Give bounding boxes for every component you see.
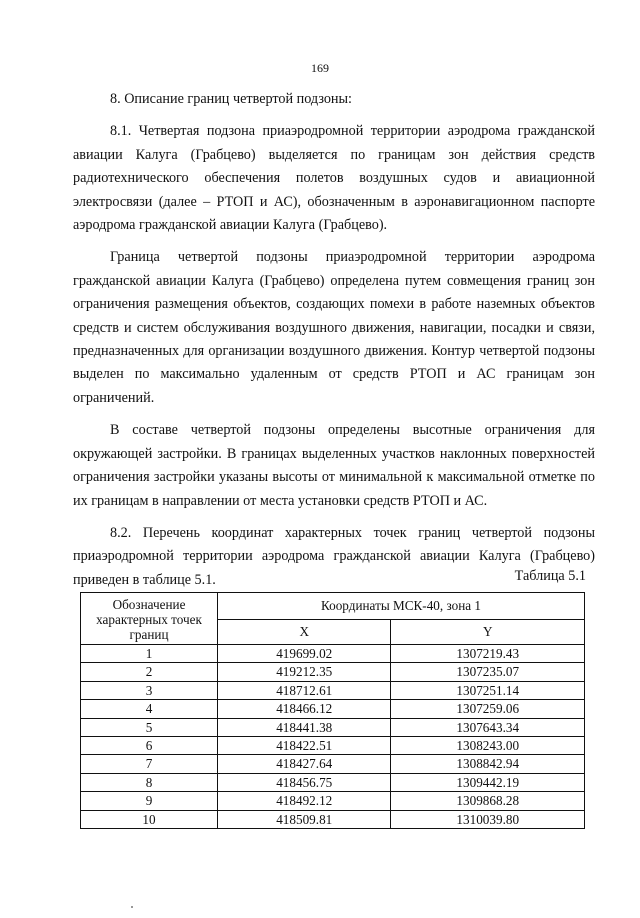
table-row (81, 718, 585, 736)
section-body (73, 88, 595, 592)
paragraph-8-2: 8.2. Перечень координат характерных точек границ четвертой подзоны приаэродромной территории аэродрома гражданской авиации Калуга (Грабцево) приведен в таблице 5.1. (73, 524, 595, 588)
point-cell: 6 (81, 737, 218, 755)
point-cell: 1 (81, 645, 218, 663)
table-caption: Таблица 5.1 (514, 568, 586, 584)
page-number: 169 (311, 61, 329, 75)
table-row (81, 663, 585, 681)
paragraph-height-limits: В составе четвертой подзоны определены высотные ограничения для окружающей застройки. В границах выделенных участков наклонных поверхностей ограничения застройки указаны высоты от минимальной к максимальной отметке по их границам в направлении от места установки средств РТОП и АС. (73, 422, 595, 509)
x-cell: 418456.75 (218, 773, 391, 791)
table-row (81, 755, 585, 773)
table-row (81, 681, 585, 699)
point-cell: 5 (81, 718, 218, 736)
x-cell: 418466.12 (218, 700, 391, 718)
y-cell: 1308243.00 (391, 737, 585, 755)
x-cell: 419212.35 (218, 663, 391, 681)
y-cell: 1307259.06 (391, 700, 585, 718)
x-cell: 418712.61 (218, 681, 391, 699)
table-row (81, 700, 585, 718)
y-cell: 1307219.43 (391, 645, 585, 663)
paragraph-8-1: 8.1. Четвертая подзона приаэродромной территории аэродрома гражданской авиации Калуга (Грабцево) выделяется по границам зон действия средств радиотехнического обеспечения полетов воздушных судов и авиационной электросвязи (далее – РТОП и АС), обозначенным в аэронавигационном паспорте аэродрома гражданской авиации Калуга (Грабцево). (73, 123, 595, 234)
point-cell: 10 (81, 810, 218, 828)
x-cell: 418492.12 (218, 792, 391, 810)
y-cell: 1307643.34 (391, 718, 585, 736)
y-cell: 1309868.28 (391, 792, 585, 810)
header-points: Обозначение характерных точек границ (81, 593, 218, 645)
y-cell: 1307235.07 (391, 663, 585, 681)
point-cell: 8 (81, 773, 218, 791)
y-cell: 1309442.19 (391, 773, 585, 791)
x-cell: 418422.51 (218, 737, 391, 755)
x-cell: 419699.02 (218, 645, 391, 663)
header-y: Y (391, 620, 585, 645)
x-cell: 418427.64 (218, 755, 391, 773)
scan-speck (131, 906, 133, 908)
header-coordinates: Координаты МСК-40, зона 1 (218, 593, 585, 620)
y-cell: 1310039.80 (391, 810, 585, 828)
point-cell: 9 (81, 792, 218, 810)
y-cell: 1307251.14 (391, 681, 585, 699)
x-cell: 418509.81 (218, 810, 391, 828)
y-cell: 1308842.94 (391, 755, 585, 773)
point-cell: 4 (81, 700, 218, 718)
section-heading: 8. Описание границ четвертой подзоны: (110, 91, 352, 107)
table-row (81, 737, 585, 755)
table-row (81, 810, 585, 828)
x-cell: 418441.38 (218, 718, 391, 736)
point-cell: 2 (81, 663, 218, 681)
point-cell: 7 (81, 755, 218, 773)
point-cell: 3 (81, 681, 218, 699)
coordinates-table (80, 592, 585, 829)
table-row (81, 773, 585, 791)
header-x: X (218, 620, 391, 645)
table-body (81, 645, 585, 829)
table-row (81, 645, 585, 663)
paragraph-boundary: Граница четвертой подзоны приаэродромной территории аэродрома гражданской авиации Калуга (Грабцево) определена путем совмещения границ зон ограничения размещения объектов, создающих помехи в работе наземных объектов средств и систем обслуживания воздушного движения, навигации, посадки и связи, предназначенных для организации воздушного движения. Контур четвертой подзоны выделен по максимально удаленным от средств РТОП и АС границам зон ограничений. (73, 249, 595, 406)
table-row (81, 792, 585, 810)
